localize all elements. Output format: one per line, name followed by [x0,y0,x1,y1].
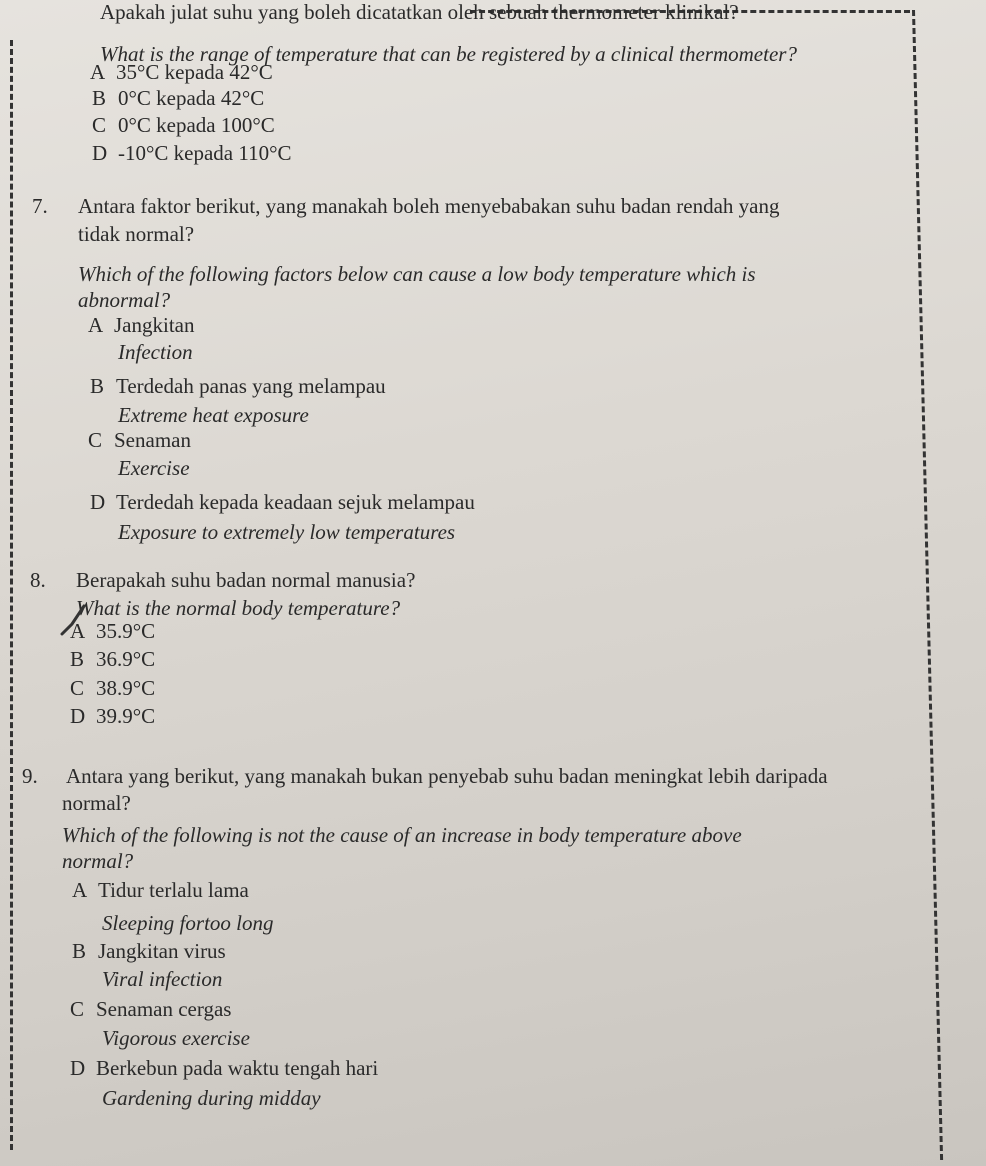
q8-option-b: B 36.9°C [70,647,156,671]
q6-option-d: D -10°C kepada 110°C [92,141,292,165]
q9-option-b-english: Viral infection [102,967,223,991]
q9-option-d: D Berkebun pada waktu tengah hari [70,1056,379,1080]
q7-option-d: D Terdedah kepada keadaan sejuk melampau [90,490,475,514]
q9-number: 9. [22,764,38,788]
q9-option-a: A Tidur terlalu lama [72,878,249,902]
q8-malay-question: Berapakah suhu badan normal manusia? [76,568,416,592]
q6-malay-question: Apakah julat suhu yang boleh dicatatkan oleh sebuah thermometer klinikal? [100,0,739,24]
q7-english-line-1: Which of the following factors below can cause a low body temperature which is [78,262,756,286]
q8-english-question: What is the normal body temperature? [76,596,401,620]
q9-english-line-2: normal? [62,849,134,873]
q6-option-c: C 0°C kepada 100°C [92,113,275,137]
q7-option-b-english: Extreme heat exposure [118,403,309,427]
q9-english-line-1: Which of the following is not the cause of an increase in body temperature above [62,823,742,847]
q7-option-c: C Senaman [88,428,191,452]
q6-option-a: A 35°C kepada 42°C [90,60,273,84]
q7-malay-line-2: tidak normal? [78,222,195,246]
dashed-border-left [10,40,13,1150]
q6-option-b: B 0°C kepada 42°C [92,86,265,110]
q6-english-question: What is the range of temperature that can be registered by a clinical thermometer? [100,42,797,66]
q9-option-d-english: Gardening during midday [102,1086,321,1110]
q7-option-b: B Terdedah panas yang melampau [90,374,386,398]
q7-option-d-english: Exposure to extremely low temperatures [118,520,456,544]
q9-malay-line-1: Antara yang berikut, yang manakah bukan penyebab suhu badan meningkat lebih daripada [66,764,828,788]
q8-option-c: C 38.9°C [70,676,156,700]
q7-number: 7. [32,194,48,218]
q9-option-c: C Senaman cergas [70,997,232,1021]
dashed-border-right [912,10,943,1160]
q9-option-b: B Jangkitan virus [72,939,226,963]
q7-english-line-2: abnormal? [78,288,171,312]
q7-malay-line-1: Antara faktor berikut, yang manakah boleh menyebabakan suhu badan rendah yang [78,194,780,218]
q8-number: 8. [30,568,46,592]
q7-option-c-english: Exercise [118,456,190,480]
q9-option-a-english: Sleeping fortoo long [102,911,274,935]
q8-option-d: D 39.9°C [70,704,156,728]
q7-option-a-english: Infection [118,340,193,364]
q8-option-a: A 35.9°C [70,619,156,643]
q9-malay-line-2: normal? [62,791,131,815]
q9-option-c-english: Vigorous exercise [102,1026,250,1050]
q7-option-a: A Jangkitan [88,313,195,337]
